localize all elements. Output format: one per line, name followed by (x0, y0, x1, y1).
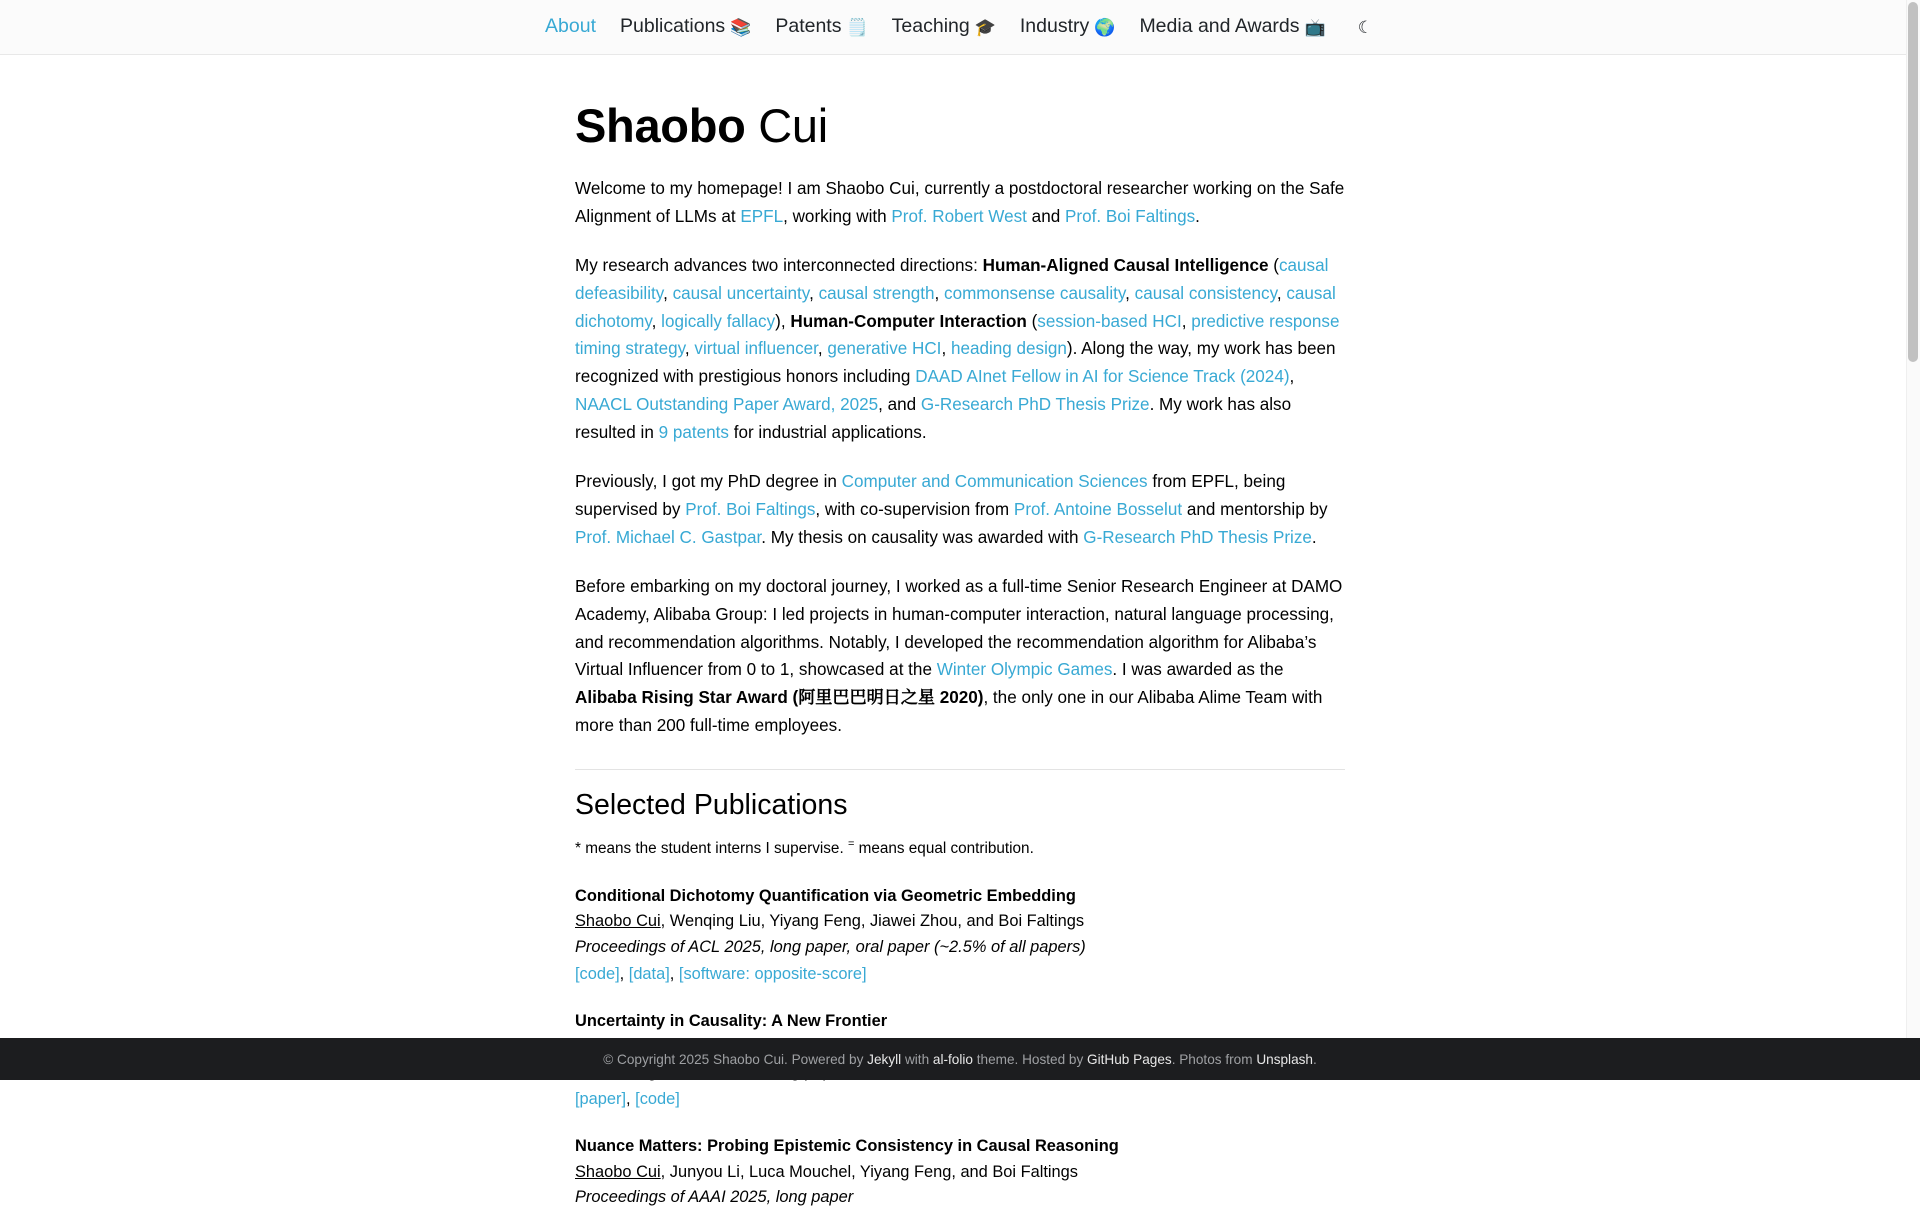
nav-item-patents-label: Patents (775, 15, 842, 38)
link-prof-boi-faltings[interactable]: Prof. Boi Faltings (1064, 206, 1196, 226)
nav-item-industry[interactable] (1016, 15, 1120, 39)
link-generative-hci[interactable]: generative HCI (827, 339, 942, 359)
graduation-cap-icon: 🎓 (974, 17, 996, 37)
link-causal-consistency[interactable]: causal consistency (1134, 284, 1277, 304)
link-naacl-outstanding-paper-award[interactable]: NAACL Outstanding Paper Award, 2025 (575, 394, 879, 414)
nav-item-media-and-awards[interactable] (1135, 15, 1329, 39)
intro-p1-text-4: . (1195, 206, 1200, 226)
intro-p3-text-2: from EPFL, being supervised by (575, 472, 1286, 519)
publication-entry (575, 1135, 1345, 1210)
publications-legend-note (575, 836, 1345, 861)
link-epfl[interactable]: EPFL (740, 206, 784, 226)
publication-links: [code], [data], [software: opposite-score] (575, 964, 867, 983)
intro-p2-text-4: , (809, 284, 819, 304)
publication-title: Nuance Matters: Probing Epistemic Consistency in Causal Reasoning (575, 1136, 1119, 1155)
intro-paragraph-4 (575, 573, 1345, 739)
nav-item-industry-label: Industry (1019, 15, 1090, 38)
footer-link-jekyll[interactable]: Jekyll (867, 1051, 902, 1067)
link-9-patents[interactable]: 9 patents (658, 422, 729, 442)
link-prof-robert-west[interactable]: Prof. Robert West (891, 206, 1027, 226)
footer-text-3: theme. Hosted by (972, 1051, 1088, 1067)
link-g-research-phd-thesis-prize-2[interactable]: G-Research PhD Thesis Prize (1083, 527, 1312, 547)
intro-p3-text-5: . My thesis on causality was awarded with (761, 527, 1084, 547)
intro-p3-text-6: . (1311, 527, 1317, 547)
page-scrollbar-track[interactable] (1906, 0, 1920, 1080)
publications-note-symbol: = (847, 837, 855, 850)
intro-p3-text-3: , with co-supervision from (815, 499, 1014, 519)
link-prof-boi-faltings-2[interactable]: Prof. Boi Faltings (685, 499, 816, 519)
link-prof-michael-c-gastpar[interactable]: Prof. Michael C. Gastpar (575, 527, 762, 547)
link-causal-dichotomy[interactable]: causal dichotomy (575, 284, 1336, 331)
footer-copyright-line (603, 1052, 1317, 1067)
intro-p2-text-16: , (1289, 367, 1295, 387)
intro-p4-text-1: Before embarking on my doctoral journey, I worked as a full-time Senior Research Engineer at DAMO Academy, Alibaba Group: I led projects in human-computer interaction, natural language processing, and recommendation algorithms. Notably, I developed the recommendation algorithm for Alibaba’s Virtual Influencer from 0 to 1, showcased at the (575, 577, 1343, 680)
intro-p3-text-1: Previously, I got my PhD degree in (575, 472, 842, 492)
link-computer-and-communication-sciences[interactable]: Computer and Communication Sciences (841, 472, 1148, 492)
intro-p2-bold-human-computer-interaction: Human-Computer Interaction (790, 311, 1027, 331)
intro-p1-text-2: , working with (783, 206, 892, 226)
publications-note-pre: * means the student interns I supervise. (575, 839, 848, 857)
page-title (575, 99, 1345, 153)
publication-title: Uncertainty in Causality: A New Frontier (575, 1011, 888, 1030)
link-predictive-response-timing-strategy[interactable]: predictive response timing strategy (575, 311, 1340, 359)
top-navigation-bar (0, 0, 1920, 55)
nav-item-about-label: About (545, 15, 597, 38)
publication-title: Conditional Dichotomy Quantification via Geometric Embedding (575, 886, 1076, 905)
intro-p2-text-17: , and (878, 394, 921, 414)
publication-author-self: Shaobo Cui (575, 912, 661, 931)
nav-item-teaching-label: Teaching (891, 15, 970, 38)
publication-venue: Proceedings of AAAI 2025, long paper (575, 1188, 854, 1207)
link-session-based-hci[interactable]: session-based HCI (1037, 311, 1182, 331)
publication-entry (575, 885, 1345, 987)
intro-p2-bold-human-aligned-causal-intelligence: Human-Aligned Causal Intelligence (982, 256, 1269, 276)
publications-note-post: means equal contribution. (854, 839, 1034, 857)
intro-p1-text-3: and (1026, 206, 1065, 226)
intro-p2-text-9: ), (775, 311, 791, 331)
publication-authors (575, 910, 1345, 934)
intro-p2-text-6: , (1125, 284, 1135, 304)
moon-icon: ☾ (1357, 17, 1373, 37)
intro-p2-text-1: My research advances two interconnected directions: (575, 256, 983, 276)
intro-p2-text-13: , (817, 339, 828, 359)
nav-item-media-and-awards-label: Media and Awards (1139, 15, 1300, 38)
nav-items-group (541, 15, 1379, 39)
selected-publications-heading: Selected Publications (575, 789, 848, 822)
nav-item-publications[interactable] (616, 15, 755, 39)
link-daad-ainet-fellow[interactable]: DAAD AInet Fellow in AI for Science Track (2024) (915, 367, 1290, 387)
link-causal-strength[interactable]: causal strength (818, 284, 935, 304)
intro-p4-bold-alibaba-rising-star-award: Alibaba Rising Star Award (阿里巴巴明日之星 2020) (575, 688, 984, 708)
nav-item-publications-label: Publications (620, 15, 726, 38)
link-heading-design[interactable]: heading design (950, 339, 1067, 359)
books-icon: 📚 (730, 17, 752, 37)
nav-item-about[interactable] (541, 15, 600, 39)
link-causal-defeasibility[interactable]: causal defeasibility (575, 256, 1329, 304)
intro-p4-text-2: . I was awarded as the (1112, 660, 1284, 680)
link-causal-uncertainty[interactable]: causal uncertainty (672, 284, 810, 304)
intro-p2-text-2: ( (1268, 256, 1279, 276)
page-scrollbar-thumb[interactable] (1908, 2, 1918, 362)
footer-link-unsplash[interactable]: Unsplash (1256, 1051, 1313, 1067)
globe-icon: 🌍 (1094, 17, 1116, 37)
intro-paragraph-2 (575, 252, 1345, 446)
intro-p2-text-15: ). Along the way, my work has been recognized with prestigious honors including (575, 339, 1336, 387)
page-title-last-name: Cui (745, 99, 828, 152)
footer-text-5: . (1312, 1051, 1317, 1067)
intro-p2-text-14: , (941, 339, 951, 359)
page-title-first-name: Shaobo (575, 99, 746, 152)
publication-authors-rest: , Junyou Li, Luca Mouchel, Yiyang Feng, and Boi Faltings (660, 1162, 1078, 1181)
intro-p2-text-5: , (934, 284, 945, 304)
footer-link-al-folio[interactable]: al-folio (932, 1051, 973, 1067)
publication-links: [paper], [code] (575, 1090, 680, 1109)
intro-p2-text-8: , (651, 311, 662, 331)
publication-venue: Proceedings of ACL 2025, long paper, oral paper (~2.5% of all papers) (575, 938, 1086, 957)
intro-p1-text-1: Welcome to my homepage! I am Shaobo Cui, currently a postdoctoral researcher working on the Safe Alignment of LLMs at (575, 179, 1345, 226)
intro-paragraph-3 (575, 468, 1345, 551)
link-logically-fallacy[interactable]: logically fallacy (661, 311, 776, 331)
publication-link-data[interactable]: [data] (628, 964, 670, 983)
intro-p2-text-18: . My work has also resulted in (575, 394, 1292, 442)
publication-author-self: Shaobo Cui (575, 1162, 661, 1181)
section-divider (575, 769, 1345, 770)
link-winter-olympic-games[interactable]: Winter Olympic Games (936, 660, 1113, 680)
main-content (575, 55, 1345, 1210)
intro-p3-text-4: and mentorship by (1182, 499, 1328, 519)
nav-item-teaching[interactable] (888, 15, 1000, 39)
nav-item-patents[interactable] (771, 15, 871, 39)
intro-p2-text-12: , (684, 339, 695, 359)
intro-paragraph-1 (575, 175, 1345, 230)
publication-authors-rest: , Wenqing Liu, Yiyang Feng, Jiawei Zhou, and Boi Faltings (660, 912, 1085, 931)
intro-p2-text-10: ( (1026, 311, 1038, 331)
publication-authors (575, 1161, 1345, 1185)
link-prof-antoine-bosselut[interactable]: Prof. Antoine Bosselut (1013, 499, 1183, 519)
footer-link-github-pages[interactable]: GitHub Pages (1087, 1051, 1172, 1067)
intro-p2-text-3: , (663, 284, 673, 304)
page-footer (0, 1038, 1920, 1080)
link-virtual-influencer[interactable]: virtual influencer (694, 339, 818, 359)
scroll-icon: 🗒️ (846, 17, 868, 37)
publication-link-software[interactable]: [software: opposite-score] (678, 964, 867, 983)
television-icon: 📺 (1304, 17, 1326, 37)
publication-link-code[interactable]: [code] (575, 964, 620, 983)
footer-text-4: . Photos from (1171, 1051, 1257, 1067)
link-g-research-phd-thesis-prize-1[interactable]: G-Research PhD Thesis Prize (920, 394, 1150, 414)
footer-text-1: © Copyright 2025 Shaobo Cui. Powered by (603, 1051, 868, 1067)
footer-text-2: with (901, 1051, 933, 1067)
dark-mode-toggle-button[interactable] (1352, 17, 1379, 38)
intro-p2-text-19: for industrial applications. (728, 422, 927, 442)
publication-link-paper[interactable]: [paper] (575, 1090, 627, 1109)
intro-p4-text-3: , the only one in our Alibaba Alime Team with more than 200 full-time employees. (575, 688, 1323, 735)
link-commonsense-causality[interactable]: commonsense causality (944, 284, 1126, 304)
intro-p2-text-11: , (1181, 311, 1192, 331)
intro-p2-text-7: , (1276, 284, 1287, 304)
publication-link-code[interactable]: [code] (635, 1090, 680, 1109)
